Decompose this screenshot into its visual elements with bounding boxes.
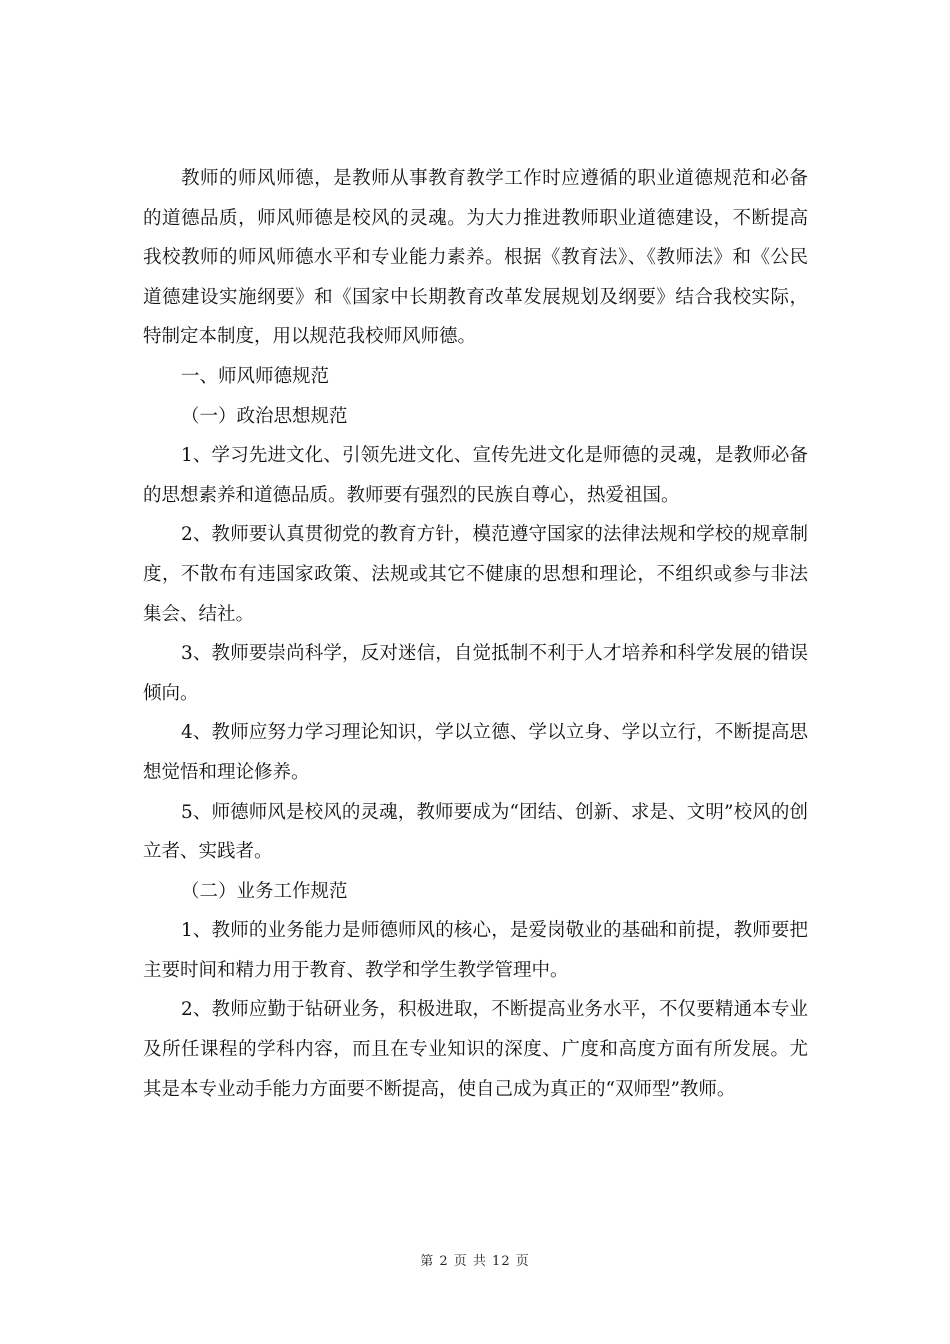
list-item-1-3: 3、教师要崇尚科学，反对迷信，自觉抵制不利于人才培养和科学发展的错误倾向。 <box>143 643 808 704</box>
subsection-heading-1: （一）政治思想规范 <box>181 405 348 427</box>
page-number-footer: 第 2 页 共 12 页 <box>420 1254 530 1269</box>
list-item-1-5: 5、师德师风是校风的灵魂，教师要成为“团结、创新、求是、文明”校风的创立者、实践者。 <box>143 801 808 863</box>
list-item-1-1: 1、学习先进文化、引领先进文化、宣传先进文化是师德的灵魂，是教师必备的思想素养和道德品质。教师要有强烈的民族自尊心，热爱祖国。 <box>143 445 808 506</box>
intro-paragraph: 教师的师风师德，是教师从事教育教学工作时应遵循的职业道德规范和必备的道德品质，师风师德是校风的灵魂。为大力推进教师职业道德建设，不断提高我校教师的师风师德水平和专业能力素养。根据《教育法》、《教师法》和《公民道德建设实施纲要》和《国家中长期教育改革发展规划及纲要》结合我校实际，特制定本制度，用以规范我校师风师德。 <box>143 168 808 348</box>
list-item-1-2: 2、教师要认真贯彻党的教育方针，模范遵守国家的法律法规和学校的规章制度，不散布有违国家政策、法规或其它不健康的思想和理论，不组织或参与非法集会、结社。 <box>143 524 808 625</box>
list-item-2-1: 1、教师的业务能力是师德师风的核心，是爱岗敬业的基础和前提，教师要把主要时间和精力用于教育、教学和学生教学管理中。 <box>143 920 808 981</box>
document-body <box>143 159 808 1109</box>
list-item-2-2: 2、教师应勤于钻研业务，积极进取，不断提高业务水平，不仅要精通本专业及所任课程的学科内容，而且在专业知识的深度、广度和高度方面有所发展。尤其是本专业动手能力方面要不断提高，使自己成为真正的“双师型”教师。 <box>143 999 808 1100</box>
list-item-1-4: 4、教师应努力学习理论知识，学以立德、学以立身、学以立行，不断提高思想觉悟和理论修养。 <box>143 722 808 783</box>
subsection-heading-2: （二）业务工作规范 <box>181 880 348 902</box>
section-heading-1: 一、师风师德规范 <box>181 365 330 387</box>
